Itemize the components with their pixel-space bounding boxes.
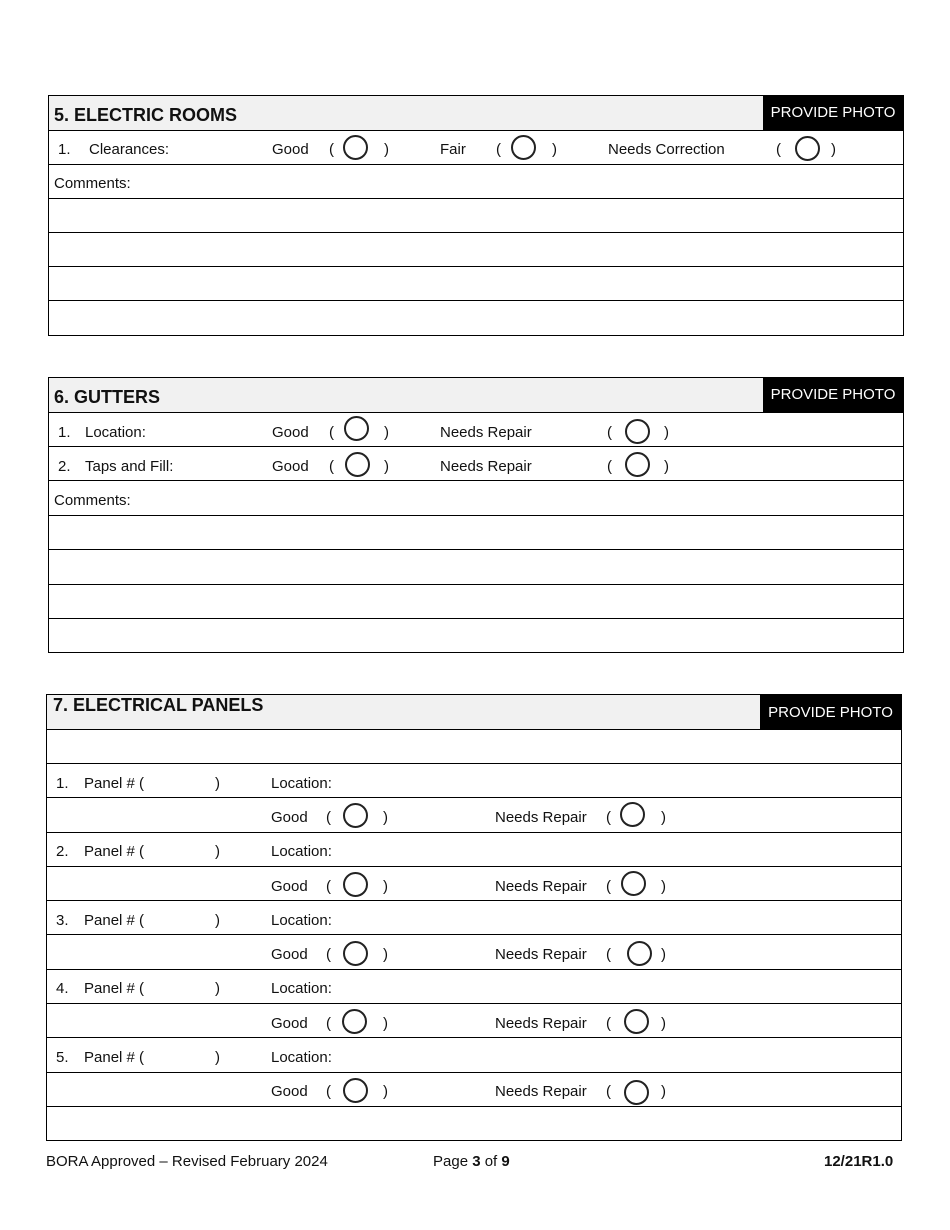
paren: ( <box>326 878 331 895</box>
radio-needs-repair[interactable] <box>627 941 652 966</box>
section-electrical-panels <box>46 694 902 1141</box>
comment-line[interactable] <box>49 515 903 516</box>
radio-needs-repair[interactable] <box>620 802 645 827</box>
option-needs-correction-label: Needs Correction <box>608 141 725 158</box>
paren: ) <box>215 1049 220 1066</box>
paren: ) <box>384 458 389 475</box>
paren: ) <box>383 809 388 826</box>
option-good-label: Good <box>271 878 308 895</box>
comment-line[interactable] <box>49 300 903 301</box>
radio-needs-repair[interactable] <box>624 1080 649 1105</box>
comment-line[interactable] <box>49 549 903 550</box>
paren: ( <box>607 458 612 475</box>
radio-good[interactable] <box>342 1009 367 1034</box>
panel-label: Panel # ( <box>84 843 145 860</box>
paren: ) <box>384 424 389 441</box>
paren: ( <box>606 809 611 826</box>
radio-needs-repair[interactable] <box>621 871 646 896</box>
footer-form-code <box>824 1153 893 1170</box>
item-number: 1. <box>58 141 71 158</box>
section-gutters <box>48 377 904 653</box>
section-title: 6. GUTTERS <box>54 387 161 407</box>
paren: ( <box>326 946 331 963</box>
paren: ) <box>384 141 389 158</box>
radio-good[interactable] <box>343 1078 368 1103</box>
paren: ( <box>326 1083 331 1100</box>
item-number: 1. <box>58 424 71 441</box>
paren: ) <box>383 946 388 963</box>
paren: ) <box>661 946 666 963</box>
provide-photo-button[interactable]: PROVIDE PHOTO <box>763 95 903 130</box>
option-good-label: Good <box>272 424 309 441</box>
paren: ( <box>326 809 331 826</box>
option-needs-repair-label: Needs Repair <box>495 1015 587 1032</box>
paren: ) <box>831 141 836 158</box>
paren: ( <box>776 141 781 158</box>
option-needs-repair-label: Needs Repair <box>495 1083 587 1100</box>
provide-photo-button[interactable]: PROVIDE PHOTO <box>763 377 903 412</box>
option-good-label: Good <box>272 458 309 475</box>
location-label: Location: <box>271 1049 332 1066</box>
paren: ) <box>383 1015 388 1032</box>
location-label: Location: <box>271 843 332 860</box>
comment-line[interactable] <box>49 584 903 585</box>
panel-label: Panel # ( <box>84 980 145 997</box>
option-fair-label: Fair <box>440 141 466 158</box>
paren: ) <box>664 458 669 475</box>
radio-needs-correction[interactable] <box>795 136 820 161</box>
item-label: Location: <box>85 424 146 441</box>
radio-good[interactable] <box>343 803 368 828</box>
panel-number: 4. <box>56 980 69 997</box>
paren: ( <box>329 141 334 158</box>
option-good-label: Good <box>272 141 309 158</box>
paren: ( <box>326 1015 331 1032</box>
provide-photo-button[interactable]: PROVIDE PHOTO <box>760 695 901 729</box>
paren: ( <box>607 424 612 441</box>
section-electric-rooms <box>48 95 904 336</box>
paren: ) <box>215 912 220 929</box>
panel-label: Panel # ( <box>84 912 145 929</box>
option-needs-repair-label: Needs Repair <box>495 946 587 963</box>
paren: ( <box>606 946 611 963</box>
section-title: 5. ELECTRIC ROOMS <box>54 105 238 125</box>
paren: ( <box>606 1083 611 1100</box>
option-needs-repair-label: Needs Repair <box>440 458 532 475</box>
option-needs-repair-label: Needs Repair <box>495 878 587 895</box>
page-prefix: Page <box>433 1153 473 1170</box>
radio-needs-repair[interactable] <box>624 1009 649 1034</box>
item-label: Taps and Fill: <box>85 458 174 475</box>
item-number: 2. <box>58 458 71 475</box>
paren: ) <box>661 1083 666 1100</box>
radio-good[interactable] <box>343 872 368 897</box>
paren: ) <box>383 878 388 895</box>
paren: ) <box>664 424 669 441</box>
panel-label: Panel # ( <box>84 775 145 792</box>
form-code: 12/21R1.0 <box>824 1153 894 1170</box>
location-label: Location: <box>271 980 332 997</box>
option-good-label: Good <box>271 946 308 963</box>
footer-page-number <box>433 1153 510 1170</box>
comment-line[interactable] <box>49 618 903 619</box>
radio-good[interactable] <box>343 135 368 160</box>
panel-number: 5. <box>56 1049 69 1066</box>
paren: ( <box>606 1015 611 1032</box>
paren: ) <box>215 775 220 792</box>
panel-number: 2. <box>56 843 69 860</box>
radio-needs-repair[interactable] <box>625 419 650 444</box>
comment-line[interactable] <box>49 198 903 199</box>
radio-good[interactable] <box>343 941 368 966</box>
paren: ) <box>215 980 220 997</box>
option-needs-repair-label: Needs Repair <box>495 809 587 826</box>
page-current: 3 <box>472 1153 481 1170</box>
panel-number: 1. <box>56 775 69 792</box>
option-needs-repair-label: Needs Repair <box>440 424 532 441</box>
panel-label: Panel # ( <box>84 1049 145 1066</box>
page-of: of <box>480 1153 502 1170</box>
paren: ( <box>496 141 501 158</box>
paren: ) <box>383 1083 388 1100</box>
location-label: Location: <box>271 775 332 792</box>
radio-good[interactable] <box>345 452 370 477</box>
radio-fair[interactable] <box>511 135 536 160</box>
comment-line[interactable] <box>49 266 903 267</box>
location-label: Location: <box>271 912 332 929</box>
comments-label: Comments: <box>54 175 131 192</box>
section-title: 7. ELECTRICAL PANELS <box>53 695 264 715</box>
item-label: Clearances: <box>89 141 170 158</box>
radio-good[interactable] <box>344 416 369 441</box>
paren: ) <box>661 809 666 826</box>
paren: ( <box>606 878 611 895</box>
paren: ) <box>661 1015 666 1032</box>
footer-revision: BORA Approved – Revised February 2024 <box>46 1153 328 1170</box>
page-total: 9 <box>501 1153 510 1170</box>
panel-number: 3. <box>56 912 69 929</box>
option-good-label: Good <box>271 1083 308 1100</box>
paren: ) <box>661 878 666 895</box>
paren: ( <box>329 458 334 475</box>
paren: ) <box>215 843 220 860</box>
option-good-label: Good <box>271 1015 308 1032</box>
paren: ( <box>329 424 334 441</box>
radio-needs-repair[interactable] <box>625 452 650 477</box>
paren: ) <box>552 141 557 158</box>
option-good-label: Good <box>271 809 308 826</box>
comments-label: Comments: <box>54 492 131 509</box>
comment-line[interactable] <box>49 232 903 233</box>
